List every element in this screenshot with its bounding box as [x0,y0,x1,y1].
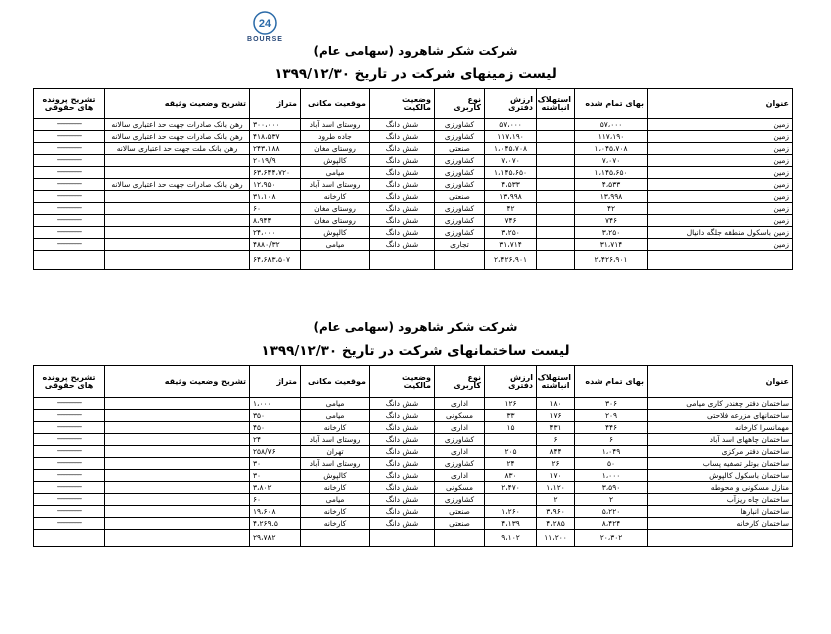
table-row [34,131,793,143]
total-location [301,530,370,547]
cell-book-value: ۴۲ [485,203,537,215]
cell-cost: ۳۱،۷۱۴ [575,239,648,251]
cell-cost: ۱۱۷،۱۹۰ [575,131,648,143]
cell-cost: ۱۳،۹۹۸ [575,191,648,203]
cell-depreciation [537,119,575,131]
cell-area: ۴۵۰ [250,422,301,434]
cell-title: زمین [648,143,793,155]
cell-cost: ۴،۵۳۳ [575,179,648,191]
cell-title: ساختمان دفتر چغندر کاری میامی [648,398,793,410]
cell-legal-cases: ---------------- [34,482,105,494]
cell-location: روستای اسد آباد [301,434,370,446]
cell-collateral [105,167,250,179]
cell-cost: ۷۴۶ [575,215,648,227]
total-row [34,251,793,270]
cell-collateral [105,494,250,506]
cell-usage: تجاری [435,239,485,251]
total-usage [435,530,485,547]
cell-area: ۳۰ [250,458,301,470]
cell-ownership: شش دانگ [370,239,435,251]
cell-collateral [105,191,250,203]
cell-area: ۱۲،۹۵۰ [250,179,301,191]
table-row [34,458,793,470]
cell-legal-cases: ---------------- [34,494,105,506]
cell-collateral [105,434,250,446]
cell-depreciation: ۳،۹۶۰ [537,506,575,518]
cell-cost: ۴۲ [575,203,648,215]
cell-location: روستای مغان [301,143,370,155]
cell-book-value: ۱۵ [485,422,537,434]
cell-book-value: ۳،۲۵۰ [485,227,537,239]
cell-cost: ۲ [575,494,648,506]
cell-usage: کشاورزی [435,155,485,167]
cell-collateral [105,203,250,215]
table-row [34,155,793,167]
cell-collateral [105,227,250,239]
cell-cost: ۴۴۶ [575,422,648,434]
total-book-value: ۲،۴۲۶،۹۰۱ [485,251,537,270]
cell-depreciation: ۱،۱۲۰ [537,482,575,494]
cell-title: زمین [648,239,793,251]
cell-area: ۱۹،۶۰۸ [250,506,301,518]
cell-collateral: رهن بانک صادرات جهت حد اعتباری سالانه [105,119,250,131]
total-ownership [370,530,435,547]
cell-book-value: ۷۴۶ [485,215,537,227]
cell-collateral: رهن بانک صادرات جهت حد اعتباری سالانه [105,179,250,191]
company-title-1: شرکت شکر شاهرود (سهامی عام) [313,44,518,58]
header-location: موقعیت مکانی [301,89,370,119]
cell-depreciation: ۲ [537,494,575,506]
cell-depreciation: ۲۶ [537,458,575,470]
cell-legal-cases: ---------------- [34,167,105,179]
cell-area: ۸،۹۴۴ [250,215,301,227]
bourse-logo [238,10,292,44]
table-row [34,215,793,227]
header-ownership: وضعیت مالکیت [370,366,435,398]
table-row [34,446,793,458]
cell-ownership: شش دانگ [370,215,435,227]
cell-depreciation: ۴۳۱ [537,422,575,434]
total-depreciation: ۱۱،۲۰۰ [537,530,575,547]
cell-book-value [485,494,537,506]
cell-usage: کشاورزی [435,494,485,506]
header-book-value: ارزش دفتری [485,89,537,119]
cell-collateral [105,518,250,530]
cell-area: ۲۰۱۹/۹ [250,155,301,167]
cell-location: تهران [301,446,370,458]
cell-location: روستای مغان [301,215,370,227]
cell-cost: ۱،۰۴۹ [575,446,648,458]
cell-title: ساختمان باسکول کالپوش [648,470,793,482]
cell-area: ۳۵۰ [250,410,301,422]
svg-text:BOURSE: BOURSE [247,36,283,43]
cell-title: زمین [648,119,793,131]
cell-depreciation [537,155,575,167]
cell-legal-cases: ---------------- [34,239,105,251]
cell-usage: صنعتی [435,143,485,155]
cell-usage: کشاورزی [435,458,485,470]
cell-location: کارخانه [301,422,370,434]
total-title [648,251,793,270]
cell-depreciation [537,167,575,179]
cell-legal-cases: ---------------- [34,203,105,215]
table-row [34,422,793,434]
cell-title: زمین [648,215,793,227]
cell-collateral [105,446,250,458]
cell-legal-cases: ---------------- [34,446,105,458]
total-legal-cases [34,530,105,547]
cell-ownership: شش دانگ [370,506,435,518]
table-row [34,434,793,446]
cell-legal-cases: ---------------- [34,179,105,191]
cell-usage: کشاورزی [435,227,485,239]
cell-book-value: ۲۰۵ [485,446,537,458]
cell-location: روستای اسد آباد [301,179,370,191]
cell-collateral [105,398,250,410]
cell-cost: ۳،۵۹۰ [575,482,648,494]
total-collateral [105,251,250,270]
table-row [34,143,793,155]
cell-area: ۲۴،۰۰۰ [250,227,301,239]
cell-depreciation [537,143,575,155]
cell-depreciation: ۱۷۰ [537,470,575,482]
cell-ownership: شش دانگ [370,167,435,179]
cell-book-value: ۳۱،۷۱۴ [485,239,537,251]
cell-title: زمین [648,179,793,191]
buildings-table [33,365,793,547]
cell-depreciation: ۱۸۰ [537,398,575,410]
cell-legal-cases: ---------------- [34,191,105,203]
cell-cost: ۱،۰۴۵،۷۰۸ [575,143,648,155]
cell-depreciation: ۸۴۴ [537,446,575,458]
cell-collateral [105,215,250,227]
cell-usage: کشاورزی [435,215,485,227]
cell-title: ساختمان چاههای اسد آباد [648,434,793,446]
cell-usage: اداری [435,398,485,410]
table-row [34,167,793,179]
cell-book-value: ۴،۵۳۳ [485,179,537,191]
cell-usage: مسکونی [435,482,485,494]
cell-title: ساختمانهای مزرعه فلاحتی [648,410,793,422]
table-row [34,119,793,131]
header-usage: نوع کاربری [435,89,485,119]
header-cost: بهای تمام شده [575,89,648,119]
cell-location: میامی [301,494,370,506]
cell-usage: صنعتی [435,506,485,518]
cell-legal-cases: ---------------- [34,422,105,434]
cell-depreciation: ۴،۲۸۵ [537,518,575,530]
cell-cost: ۵،۲۲۰ [575,506,648,518]
table-row [34,470,793,482]
cell-cost: ۸،۴۲۴ [575,518,648,530]
cell-legal-cases: ---------------- [34,119,105,131]
cell-title: مهمانسرا کارخانه [648,422,793,434]
cell-area: ۶۳،۶۴۴،۷۲۰ [250,167,301,179]
cell-depreciation [537,203,575,215]
cell-area: ۳۰ [250,470,301,482]
table-row [34,191,793,203]
table-row [34,506,793,518]
header-book-value: ارزش دفتری [485,366,537,398]
cell-ownership: شش دانگ [370,398,435,410]
cell-location: میامی [301,239,370,251]
cell-depreciation [537,239,575,251]
total-ownership [370,251,435,270]
cell-usage: صنعتی [435,191,485,203]
total-usage [435,251,485,270]
cell-book-value [485,434,537,446]
cell-location: روستای اسد آباد [301,119,370,131]
cell-title: منازل مسکونی و محوطه [648,482,793,494]
cell-cost: ۷،۰۷۰ [575,155,648,167]
cell-collateral [105,482,250,494]
cell-collateral [105,458,250,470]
cell-book-value: ۱،۲۶۰ [485,506,537,518]
header-area: متراژ [250,366,301,398]
cell-title: ساختمان کارخانه [648,518,793,530]
total-cost: ۲۰،۳۰۲ [575,530,648,547]
cell-title: زمین باسکول منطقه جلگه دانیال [648,227,793,239]
land-table [33,88,793,270]
land-list-title: لیست زمینهای شرکت در تاریخ ۱۳۹۹/۱۲/۳۰ [274,66,557,82]
cell-collateral [105,422,250,434]
cell-book-value: ۲۴ [485,458,537,470]
cell-area: ۳،۸۰۲ [250,482,301,494]
cell-area: ۶۰ [250,203,301,215]
header-area: متراژ [250,89,301,119]
cell-legal-cases: ---------------- [34,434,105,446]
cell-depreciation [537,179,575,191]
cell-ownership: شش دانگ [370,119,435,131]
cell-usage: کشاورزی [435,434,485,446]
cell-book-value: ۱،۰۴۵،۷۰۸ [485,143,537,155]
cell-location: روستای مغان [301,203,370,215]
cell-depreciation: ۱۷۶ [537,410,575,422]
cell-collateral [105,470,250,482]
cell-area: ۳۱،۱۰۸ [250,191,301,203]
cell-location: کارخانه [301,518,370,530]
cell-usage: کشاورزی [435,179,485,191]
cell-depreciation [537,215,575,227]
cell-usage: اداری [435,422,485,434]
cell-location: میامی [301,410,370,422]
cell-legal-cases: ---------------- [34,458,105,470]
cell-area: ۴،۲۶۹.۵ [250,518,301,530]
cell-depreciation [537,131,575,143]
header-collateral: تشریح وضعیت وثیقه [105,366,250,398]
cell-usage: کشاورزی [435,167,485,179]
table-row [34,398,793,410]
cell-location: میامی [301,398,370,410]
cell-collateral: رهن بانک صادرات جهت حد اعتباری سالانه [105,131,250,143]
cell-legal-cases: ---------------- [34,398,105,410]
cell-legal-cases: ---------------- [34,131,105,143]
cell-cost: ۱،۰۰۰ [575,470,648,482]
cell-location: کالپوش [301,155,370,167]
cell-location: میامی [301,167,370,179]
cell-collateral [105,239,250,251]
cell-usage: مسکونی [435,410,485,422]
cell-depreciation: ۶ [537,434,575,446]
cell-book-value: ۸۳۰ [485,470,537,482]
total-location [301,251,370,270]
cell-legal-cases: ---------------- [34,155,105,167]
table-row [34,179,793,191]
cell-area: ۴۱۸،۵۳۷ [250,131,301,143]
cell-ownership: شش دانگ [370,155,435,167]
cell-cost: ۳۰۶ [575,398,648,410]
cell-title: زمین [648,155,793,167]
cell-location: کالپوش [301,227,370,239]
cell-ownership: شش دانگ [370,143,435,155]
cell-title: ساختمان دفتر مرکزی [648,446,793,458]
table-row [34,239,793,251]
cell-title: ساختمان انبارها [648,506,793,518]
cell-area: ۱،۰۰۰ [250,398,301,410]
cell-ownership: شش دانگ [370,446,435,458]
cell-legal-cases: ---------------- [34,227,105,239]
header-legal-cases: تشریح پرونده های حقوقی [34,89,105,119]
cell-book-value: ۱،۱۴۵،۶۵۰ [485,167,537,179]
cell-title: زمین [648,191,793,203]
cell-ownership: شش دانگ [370,494,435,506]
total-title [648,530,793,547]
cell-area: ۳۰۰،۰۰۰ [250,119,301,131]
cell-ownership: شش دانگ [370,458,435,470]
cell-collateral [105,410,250,422]
cell-ownership: شش دانگ [370,518,435,530]
cell-ownership: شش دانگ [370,410,435,422]
cell-area: ۲۴ [250,434,301,446]
total-area: ۲۹،۷۸۲ [250,530,301,547]
header-title: عنوان [648,366,793,398]
cell-title: ساختمان بوتلر تصفیه پساب [648,458,793,470]
cell-depreciation [537,227,575,239]
table-row [34,518,793,530]
cell-ownership: شش دانگ [370,482,435,494]
cell-title: زمین [648,203,793,215]
cell-usage: اداری [435,470,485,482]
cell-usage: صنعتی [435,518,485,530]
table-row [34,482,793,494]
table-row [34,494,793,506]
cell-legal-cases: ---------------- [34,410,105,422]
cell-title: ساختمان چاه ریزآب [648,494,793,506]
cell-book-value: ۱۳،۹۹۸ [485,191,537,203]
cell-ownership: شش دانگ [370,203,435,215]
cell-title: زمین [648,167,793,179]
cell-usage: کشاورزی [435,203,485,215]
cell-book-value: ۲،۴۷۰ [485,482,537,494]
cell-cost: ۵۰ [575,458,648,470]
cell-location: روستای اسد آباد [301,458,370,470]
cell-legal-cases: ---------------- [34,470,105,482]
header-location: موقعیت مکانی [301,366,370,398]
cell-cost: ۳،۲۵۰ [575,227,648,239]
cell-book-value: ۵۷،۰۰۰ [485,119,537,131]
cell-legal-cases: ---------------- [34,506,105,518]
cell-area: ۲۵۸/۷۶ [250,446,301,458]
svg-text:24: 24 [258,18,272,30]
header-title: عنوان [648,89,793,119]
header-collateral: تشریح وضعیت وثیقه [105,89,250,119]
cell-book-value: ۱۱۷،۱۹۰ [485,131,537,143]
cell-location: کارخانه [301,191,370,203]
cell-book-value: ۷،۰۷۰ [485,155,537,167]
cell-usage: کشاورزی [435,119,485,131]
cell-location: کارخانه [301,506,370,518]
cell-cost: ۵۷،۰۰۰ [575,119,648,131]
cell-area: ۴۸۸۰/۳۲ [250,239,301,251]
total-area: ۶۴،۶۸۳،۵۰۷ [250,251,301,270]
cell-area: ۲۴۳،۱۸۸ [250,143,301,155]
total-row [34,530,793,547]
cell-cost: ۲۰۹ [575,410,648,422]
header-cost: بهای تمام شده [575,366,648,398]
cell-ownership: شش دانگ [370,227,435,239]
total-legal-cases [34,251,105,270]
cell-collateral: رهن بانک ملت جهت حد اعتباری سالانه [105,143,250,155]
total-depreciation [537,251,575,270]
cell-location: کارخانه [301,482,370,494]
cell-book-value: ۴،۱۳۹ [485,518,537,530]
total-book-value: ۹،۱۰۲ [485,530,537,547]
cell-legal-cases: ---------------- [34,215,105,227]
cell-cost: ۱،۱۴۵،۶۵۰ [575,167,648,179]
header-usage: نوع کاربری [435,366,485,398]
cell-ownership: شش دانگ [370,470,435,482]
cell-cost: ۶ [575,434,648,446]
cell-ownership: شش دانگ [370,191,435,203]
cell-legal-cases: ---------------- [34,143,105,155]
cell-area: ۶۰ [250,494,301,506]
cell-legal-cases: ---------------- [34,518,105,530]
total-cost: ۲،۴۲۶،۹۰۱ [575,251,648,270]
cell-usage: اداری [435,446,485,458]
cell-book-value: ۳۳ [485,410,537,422]
table-row [34,410,793,422]
cell-title: زمین [648,131,793,143]
cell-ownership: شش دانگ [370,434,435,446]
table-row [34,227,793,239]
company-title-2: شرکت شکر شاهرود (سهامی عام) [313,320,518,334]
total-collateral [105,530,250,547]
cell-collateral [105,155,250,167]
cell-usage: کشاورزی [435,131,485,143]
cell-ownership: شش دانگ [370,131,435,143]
header-depreciation: استهلاک انباشته [537,89,575,119]
cell-depreciation [537,191,575,203]
buildings-list-title: لیست ساختمانهای شرکت در تاریخ ۱۳۹۹/۱۲/۳۰ [261,343,570,359]
header-depreciation: استهلاک انباشته [537,366,575,398]
table-row [34,203,793,215]
cell-ownership: شش دانگ [370,422,435,434]
cell-ownership: شش دانگ [370,179,435,191]
cell-collateral [105,506,250,518]
cell-book-value: ۱۲۶ [485,398,537,410]
cell-location: کالپوش [301,470,370,482]
header-ownership: وضعیت مالکیت [370,89,435,119]
header-legal-cases: تشریح پرونده های حقوقی [34,366,105,398]
cell-location: جاده طرود [301,131,370,143]
